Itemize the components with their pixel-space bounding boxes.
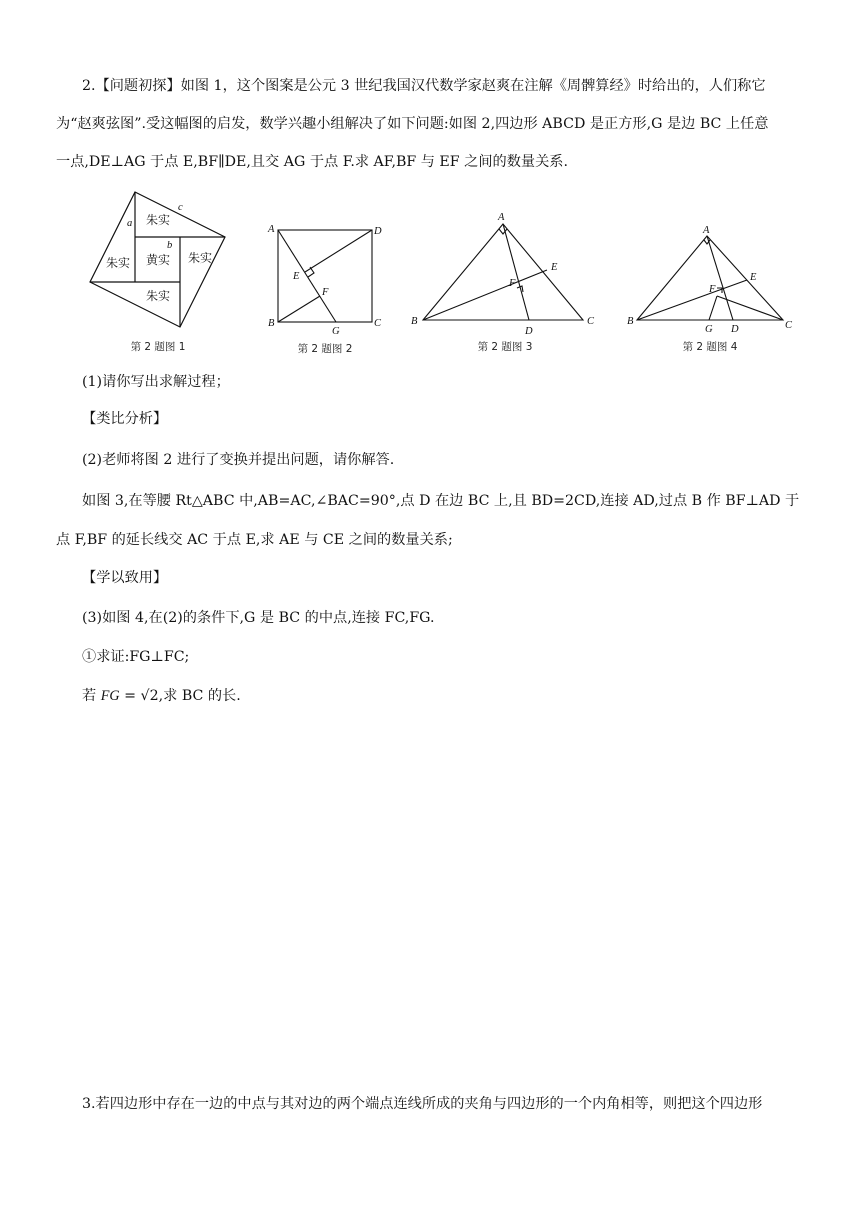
- segment-ad: [503, 224, 529, 320]
- point-c: C: [785, 320, 793, 331]
- segment-be: [423, 270, 547, 320]
- region-red-2: 朱实: [187, 251, 213, 265]
- triangle-abc: [637, 236, 783, 320]
- question-2: (2)老师将图 2 进行了变换并提出问题，请你解答.: [82, 452, 395, 468]
- point-b: B: [411, 316, 418, 327]
- question-2-line1: 如图 3,在等腰 Rt△ABC 中,AB=AC,∠BAC=90°,点 D 在边 BC 上,且 BD=2CD,连接 AD,过点 B 作 BF⊥AD 于: [82, 493, 800, 509]
- problem2-line2: 为“赵爽弦图”.受这幅图的启发，数学兴趣小组解决了如下问题:如图 2,四边形 ABCD 是正方形,G 是边 BC 上任意: [56, 116, 769, 132]
- point-f: F: [509, 278, 516, 289]
- problem2-line3: 一点,DE⊥AG 于点 E,BF∥DE,且交 AG 于点 F.求 AF,BF 与 EF 之间的数量关系.: [56, 154, 568, 170]
- label-a: a: [127, 218, 133, 229]
- point-e: E: [551, 262, 558, 273]
- region-red-4: 朱实: [105, 256, 131, 270]
- point-g: G: [332, 326, 340, 337]
- question-3-part2: [82, 686, 808, 706]
- figure-3: [405, 182, 605, 362]
- label-c: c: [178, 202, 183, 213]
- point-c: C: [587, 316, 595, 327]
- figure-row: [60, 182, 800, 362]
- point-a: A: [498, 212, 505, 223]
- point-e: E: [750, 272, 757, 283]
- right-angle-mark-f: [517, 286, 523, 292]
- point-f: F: [709, 284, 716, 295]
- problem2-line1: 2.【问题初探】如图 1，这个图案是公元 3 世纪我国汉代数学家赵爽在注解《周髀算经》时给出的，人们称它: [82, 78, 766, 94]
- segment-fg: [709, 296, 717, 320]
- segment-ag: [278, 230, 336, 322]
- q3-part2-suffix: ,求 BC 的长.: [158, 688, 241, 704]
- figure-1: [80, 182, 240, 362]
- figure-2-caption: 第 2 题图 2: [297, 343, 353, 355]
- segment-bf: [278, 296, 320, 322]
- point-d: D: [731, 324, 739, 335]
- question-3: (3)如图 4,在(2)的条件下,G 是 BC 的中点,连接 FC,FG.: [82, 610, 435, 626]
- point-e: E: [293, 271, 300, 282]
- q3-part2-math-rhs: = √2: [119, 688, 159, 704]
- segment-fc: [717, 296, 783, 320]
- segment-de: [305, 230, 372, 272]
- question-2-line2: 点 F,BF 的延长线交 AC 于点 E,求 AE 与 CE 之间的数量关系;: [56, 532, 453, 548]
- point-a: A: [703, 225, 710, 236]
- point-b: B: [268, 318, 275, 329]
- right-angle-mark: [308, 267, 314, 277]
- figure-2: [260, 182, 390, 362]
- figure-4-caption: 第 2 题图 4: [682, 341, 738, 353]
- question-1: (1)请你写出求解过程；: [82, 374, 230, 390]
- question-3-part1: ①求证:FG⊥FC;: [82, 649, 190, 665]
- figure-3-caption: 第 2 题图 3: [477, 341, 533, 353]
- segment-ad: [707, 236, 733, 320]
- point-d: D: [525, 326, 533, 337]
- point-a: A: [268, 224, 275, 235]
- region-yellow: 黄实: [145, 253, 171, 267]
- problem3-line1: 3.若四边形中存在一边的中点与其对边的两个端点连线所成的夹角与四边形的一个内角相等，则把这个四边形: [82, 1096, 763, 1112]
- figure-1-caption: 第 2 题图 1: [130, 341, 186, 353]
- triangle-abc: [423, 224, 583, 320]
- q3-part2-math-lhs: FG: [100, 688, 120, 704]
- figure-4: [625, 182, 800, 362]
- q3-part2-prefix: 若: [82, 688, 101, 704]
- region-red-1: 朱实: [145, 213, 171, 227]
- point-b: B: [627, 316, 634, 327]
- region-red-3: 朱实: [145, 289, 171, 303]
- point-d: D: [374, 226, 382, 237]
- point-c: C: [374, 318, 382, 329]
- section-apply: 【学以致用】: [82, 570, 168, 586]
- section-analogy: 【类比分析】: [82, 411, 168, 427]
- point-f: F: [322, 287, 329, 298]
- label-b: b: [167, 240, 173, 251]
- point-g: G: [705, 324, 713, 335]
